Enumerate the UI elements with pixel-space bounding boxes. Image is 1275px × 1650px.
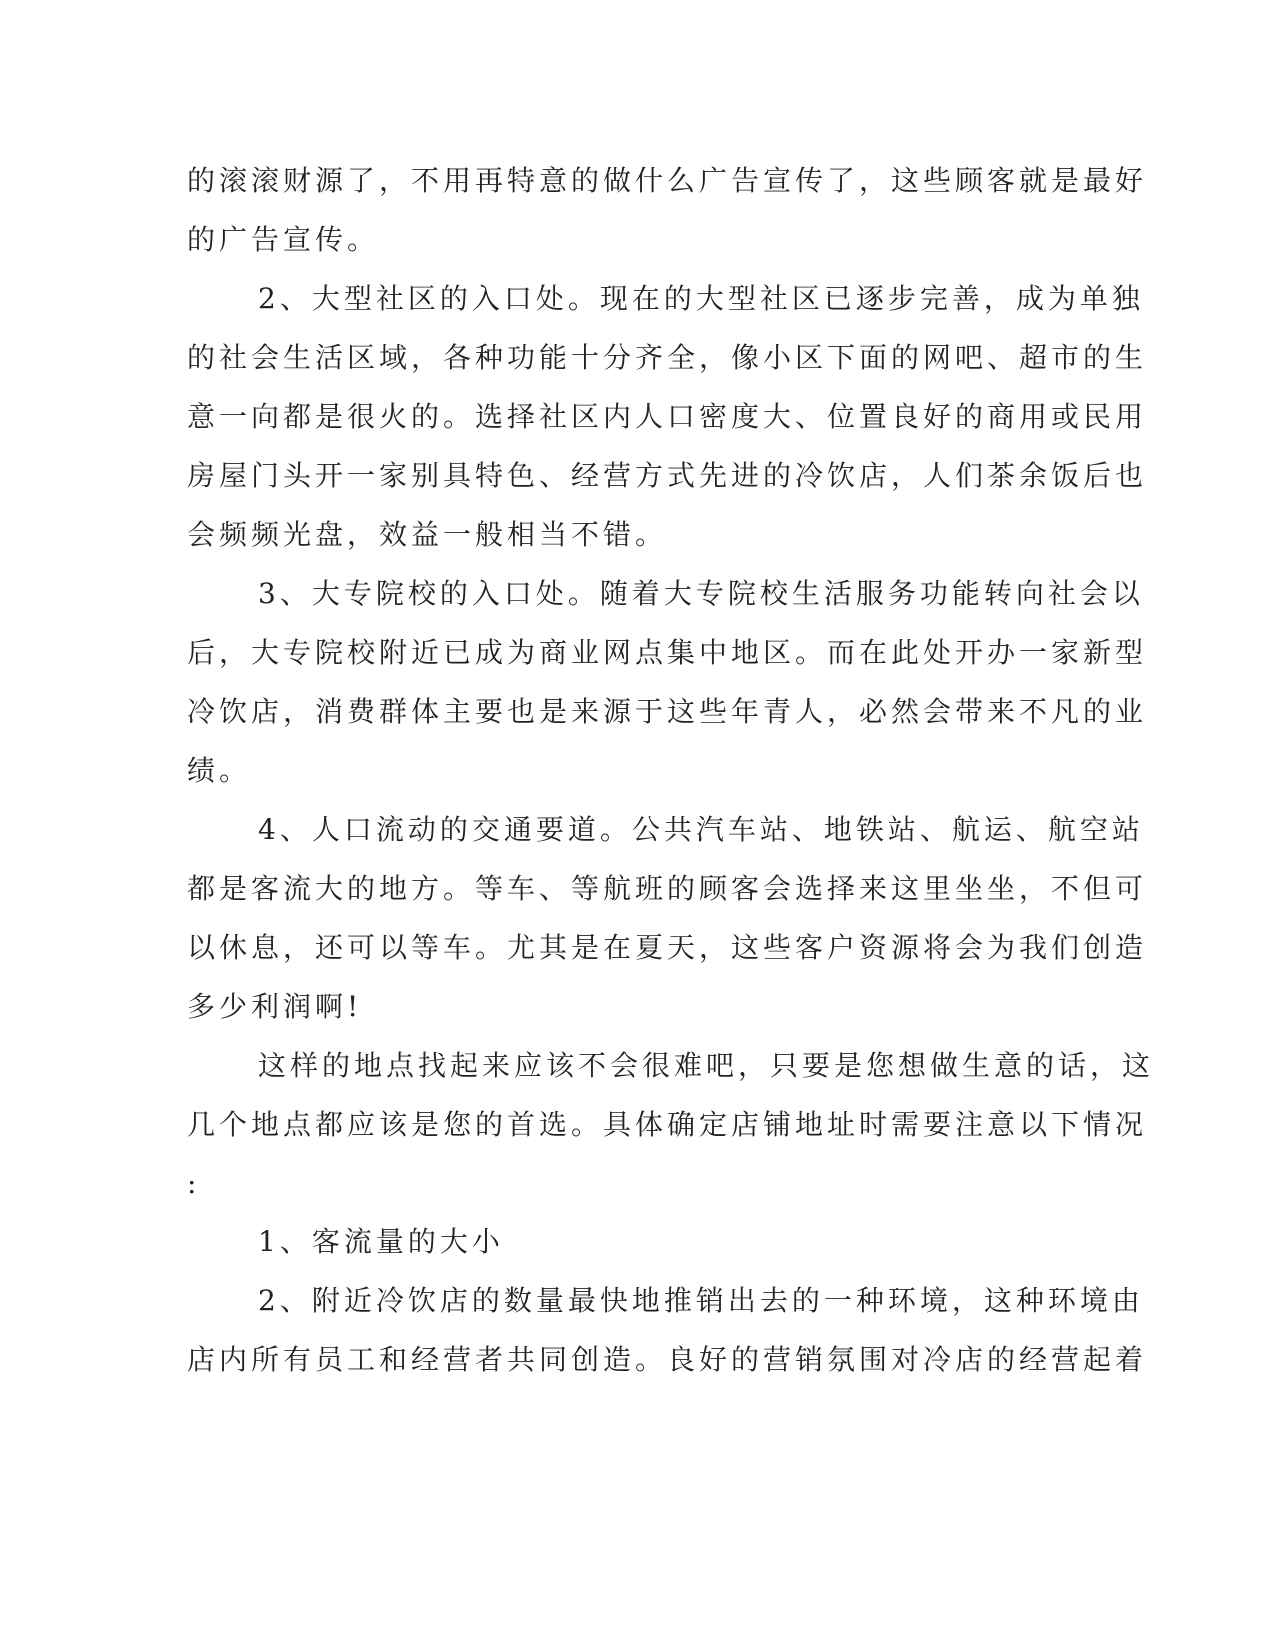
- text-line: 会频频光盘，效益一般相当不错。: [187, 518, 668, 551]
- text-line: 冷饮店，消费群体主要也是来源于这些年青人，必然会带来不凡的业: [187, 695, 1148, 728]
- text-line: 的社会生活区域，各种功能十分齐全，像小区下面的网吧、超市的生: [187, 341, 1148, 374]
- text-line: 都是客流大的地方。等车、等航班的顾客会选择来这里坐坐，不但可: [187, 872, 1148, 905]
- text-line: :: [187, 1167, 201, 1200]
- text-line: 2、附近冷饮店的数量最快地推销出去的一种环境，这种环境由: [258, 1284, 1144, 1317]
- text-line: 几个地点都应该是您的首选。具体确定店铺地址时需要注意以下情况: [187, 1108, 1148, 1141]
- text-line: 的滚滚财源了，不用再特意的做什么广告宣传了，这些顾客就是最好: [187, 164, 1148, 197]
- text-line: 绩。: [187, 754, 252, 787]
- text-line: 后，大专院校附近已成为商业网点集中地区。而在此处开办一家新型: [187, 636, 1148, 669]
- text-line: 2、大型社区的入口处。现在的大型社区已逐步完善，成为单独: [258, 282, 1144, 315]
- text-line: 的广告宣传。: [187, 223, 380, 256]
- text-line: 房屋门头开一家别具特色、经营方式先进的冷饮店，人们茶余饭后也: [187, 459, 1148, 492]
- text-line: 3、大专院校的入口处。随着大专院校生活服务功能转向社会以: [258, 577, 1144, 610]
- text-line: 店内所有员工和经营者共同创造。良好的营销氛围对冷店的经营起着: [187, 1343, 1148, 1376]
- text-line: 意一向都是很火的。选择社区内人口密度大、位置良好的商用或民用: [187, 400, 1148, 433]
- text-line: 1、客流量的大小: [258, 1225, 504, 1258]
- text-line: 4、人口流动的交通要道。公共汽车站、地铁站、航运、航空站: [258, 813, 1144, 846]
- text-line: 以休息，还可以等车。尤其是在夏天，这些客户资源将会为我们创造: [187, 931, 1148, 964]
- text-line: 多少利润啊!: [187, 990, 363, 1023]
- text-line: 这样的地点找起来应该不会很难吧，只要是您想做生意的话，这: [258, 1049, 1155, 1082]
